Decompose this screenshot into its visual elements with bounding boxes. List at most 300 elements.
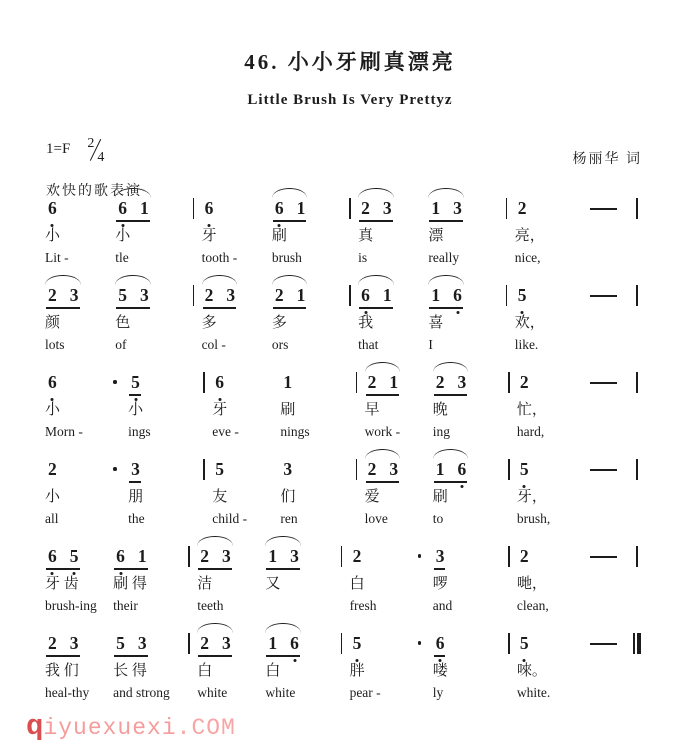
half-note-dash-cell [585,534,629,558]
dotted-rhythm-cell [113,447,128,471]
barline [188,633,190,654]
note-digit: 2 [352,546,362,566]
note-digit: 3 [140,285,149,305]
lyric-cn: 小 [45,402,61,418]
score [45,186,645,708]
lyric-en: nings [280,424,310,439]
note-digit: 1 [435,459,445,479]
lyric-cn: 早 [364,402,380,418]
beam-line [114,655,148,657]
barline-cell [334,534,350,567]
note-column [265,534,333,598]
note-group [45,285,82,305]
slur-arc [197,623,233,633]
beam-line [129,394,141,396]
note-group [365,372,402,392]
note-group [202,198,217,218]
note-column [433,360,501,440]
barline [356,459,358,480]
note-digit: 3 [435,546,445,566]
lyric-cn: 多 [201,315,217,331]
note-digit: 5 [520,459,529,479]
note-group [517,546,532,566]
lyric-cn: 小 [115,228,131,244]
slur-arc [365,362,401,372]
barline [636,198,638,219]
beam-line [46,307,80,309]
lyric-cn: 漂 [428,228,444,244]
watermark [26,710,236,743]
barline-cell [196,360,212,393]
watermark-lead: q [26,710,44,743]
slur-arc [358,275,394,285]
augmentation-dot [113,467,117,471]
note-digit: 5 [116,633,125,653]
note-column [280,447,348,527]
lyric-cn: 白 [349,576,365,592]
note-digit: 5 [215,459,225,479]
system-row [45,273,645,353]
note-group [202,285,239,305]
lyric-cn: 我 们 [45,663,79,679]
note-digit: 6 [205,198,214,218]
barline [508,372,510,393]
note-digit: 1 [389,372,399,392]
beam-line [116,307,150,309]
music-system [45,621,645,708]
beam-line [359,307,393,309]
lyric-cn: 真 [358,228,374,244]
note-column [115,273,185,353]
low-octave-dot [119,572,122,575]
half-note-dash-cell [585,621,629,645]
note-group [358,285,395,305]
lyric-cn: 牙 [212,402,228,418]
note-group [265,546,302,566]
note-group [197,546,234,566]
note-column [428,186,498,266]
note-digit: 2 [48,633,57,653]
note-digit: 3 [222,546,231,566]
note-digit: 6 [436,633,445,653]
note-column [197,621,265,701]
note-digit: 2 [517,198,527,218]
lyric-en: white. [516,685,551,700]
barline-cell [181,621,197,654]
watermark-suffix: .COM [176,715,236,741]
lyric-cn: 哋， [516,576,547,592]
beam-line [266,655,300,657]
lyric-cn: 爱 [364,489,380,505]
note-column [515,186,585,266]
barline-cell [349,360,365,393]
barline-cell [186,273,202,306]
barline [506,285,508,306]
lyric-en: work - [364,424,401,439]
barline-cell [629,534,645,567]
slur-arc [115,275,151,285]
half-note-dash-cell [585,447,629,471]
lyric-en: really [428,250,460,265]
note-digit: 1 [268,633,278,653]
note-column [350,621,418,701]
low-octave-dot [460,485,463,488]
lyric-cn: 欢， [514,315,545,331]
note-digit: 3 [457,372,467,392]
note-column [113,621,181,701]
note-column [280,360,348,440]
note-column [365,447,433,527]
note-digit: 3 [382,198,392,218]
lyric-en: heal-thy [45,685,90,700]
note-group [115,198,152,218]
lyric-cn: 亮， [514,228,545,244]
lyric-en: that [358,337,379,352]
note-digit: 2 [274,285,284,305]
note-digit: 2 [367,372,377,392]
dotted-rhythm-cell [418,534,433,558]
note-digit: 3 [283,459,293,479]
note-group [517,459,532,479]
note-digit: 1 [296,285,306,305]
low-octave-dot [456,311,459,314]
lyric-en: col - [201,337,226,352]
beam-line [366,394,400,396]
music-system [45,447,645,534]
low-octave-dot [439,659,442,662]
barline [203,372,205,393]
note-group [428,198,465,218]
note-digit: 2 [367,459,377,479]
key-and-time [46,136,142,170]
music-system [45,273,645,360]
slur-arc [272,188,308,198]
augmentation-dot [418,554,422,558]
note-digit: 3 [131,459,140,479]
note-group [45,546,82,566]
beam-line [434,394,468,396]
note-digit: 6 [290,633,299,653]
lyric-cn: 胖 [349,663,365,679]
lyric-cn: 牙 齿 [45,576,79,592]
note-column [517,447,585,527]
low-octave-dot [293,659,296,662]
slur-arc [265,536,301,546]
lyric-cn: 刷 [271,228,287,244]
note-digit: 2 [48,285,57,305]
lyric-en: of [115,337,127,352]
lyric-cn: 长 得 [113,663,147,679]
lyric-en: brush, [516,511,551,526]
lyric-cn: 牙， [516,489,547,505]
note-digit: 1 [431,285,441,305]
lyric-en: child - [212,511,248,526]
beam-line [114,568,148,570]
barline [636,546,638,567]
note-digit: 2 [519,546,529,566]
beam-line [198,568,232,570]
note-digit: 3 [137,633,147,653]
half-note-dash [590,556,617,558]
music-system [45,534,645,621]
note-digit: 6 [361,285,370,305]
barline [636,372,638,393]
music-system [45,186,645,273]
beam-line [203,307,237,309]
lyric-en: eve - [212,424,239,439]
beam-line [434,568,446,570]
note-digit: 2 [204,285,214,305]
note-column [45,621,113,701]
note-group [280,459,295,479]
lyric-cn: 啰 [432,576,448,592]
note-digit: 2 [200,546,210,566]
note-group [45,198,60,218]
slur-arc [358,188,394,198]
slur-arc [197,536,233,546]
key-signature: 1=F [46,141,71,157]
low-octave-dot [521,311,524,314]
barline-cell [342,186,358,219]
note-column [428,273,498,353]
lyric-cn: 多 [271,315,287,331]
barline-cell [342,273,358,306]
lyric-en: brush-ing [45,598,97,613]
half-note-dash [590,382,617,384]
note-digit: 3 [69,285,79,305]
note-group [113,633,150,653]
note-digit: 3 [222,633,231,653]
slur-arc [202,275,238,285]
note-group [433,546,448,566]
lyric-cn: 喜 [428,315,444,331]
note-group [517,633,532,653]
lyric-cn: 刷 得 [113,576,147,592]
note-digit: 6 [116,546,125,566]
barline [193,285,195,306]
lyric-cn: 刷 [280,402,296,418]
note-digit: 2 [361,198,370,218]
lyric-en: tooth - [201,250,238,265]
system-row [45,621,645,701]
note-digit: 6 [118,198,127,218]
note-digit: 1 [140,198,149,218]
slur-arc [115,188,151,198]
system-row [45,534,645,614]
note-group [265,633,302,653]
note-digit: 1 [283,372,293,392]
note-digit: 6 [48,198,57,218]
time-signature [84,136,110,170]
note-column [212,360,280,440]
note-digit: 3 [453,198,462,218]
note-group [350,633,365,653]
lyric-en: Morn - [45,424,83,439]
music-system [45,360,645,447]
lyric-en: Lit - [45,250,69,265]
barline-cell [334,621,350,654]
low-octave-dot [218,398,221,401]
note-column [365,360,433,440]
slur-arc [45,275,81,285]
barline [508,546,510,567]
barline-cell [501,621,517,654]
lyric-cn: 牙 [201,228,217,244]
lyric-en: ly [432,685,444,700]
beam-line [366,481,400,483]
note-column [128,447,196,527]
beam-line [129,481,141,483]
low-octave-dot [207,224,210,227]
beam-line [273,307,307,309]
note-group [128,459,143,479]
note-column [45,447,113,527]
lyric-en: to [432,511,444,526]
note-group [128,372,143,392]
note-digit: 6 [215,372,224,392]
note-digit: 6 [453,285,462,305]
note-group [212,459,227,479]
note-digit: 1 [296,198,306,218]
note-column [113,534,181,614]
barline [508,459,510,480]
lyric-en: love [364,511,388,526]
low-octave-dot [355,659,358,662]
note-group [197,633,234,653]
lyric-en: pear - [349,685,381,700]
lyric-en: I [428,337,433,352]
note-column [350,534,418,614]
lyric-en: tle [115,250,129,265]
note-digit: 2 [200,633,210,653]
note-digit: 6 [48,546,57,566]
watermark-body: iyuexuexi [43,715,177,741]
lyric-en: the [128,511,145,526]
note-column [128,360,196,440]
half-note-dash-cell [585,273,629,297]
lyric-cn: 小 [45,489,61,505]
time-signature-numerator: 2 [87,136,95,151]
augmentation-dot [113,380,117,384]
lyric-cn: 我 [358,315,374,331]
barline [508,633,510,654]
note-column [433,621,501,701]
lyric-en: lots [45,337,65,352]
low-octave-dot [51,572,54,575]
lyric-cn: 忙， [516,402,547,418]
lyric-cn: 白 [265,663,281,679]
note-digit: 5 [520,633,529,653]
note-column [45,534,113,614]
song-title: 46. 小小牙刷真漂亮 [244,50,456,74]
barline-cell [629,360,645,393]
note-digit: 1 [382,285,392,305]
lyricist-credit: 杨丽华 词 [572,152,642,167]
note-column [45,186,115,266]
beam-line [116,220,150,222]
note-column [45,273,115,353]
note-digit: 2 [435,372,445,392]
final-barline [633,633,641,654]
note-group [365,459,402,479]
note-column [202,273,272,353]
lyric-en: ors [271,337,289,352]
note-digit: 2 [48,459,57,479]
note-digit: 3 [389,459,399,479]
note-digit: 6 [48,372,57,392]
note-group [358,198,395,218]
slur-arc [433,362,469,372]
note-column [517,534,585,614]
lyric-cn: 唻。 [516,663,547,679]
song-title-english: Little Brush Is Very Prettyz [247,92,453,108]
note-digit: 2 [519,372,529,392]
barline [506,198,508,219]
note-digit: 5 [131,372,140,392]
note-group [433,633,448,653]
barline-cell [181,534,197,567]
half-note-dash [590,643,617,645]
lyric-en: fresh [349,598,377,613]
note-column [433,447,501,527]
beam-line [429,307,463,309]
lyric-en: all [45,511,59,526]
note-digit: 3 [226,285,236,305]
beam-line [359,220,393,222]
note-group [280,372,295,392]
lyric-cn: 小 [45,228,61,244]
half-note-dash-cell [585,186,629,210]
beam-line [266,568,300,570]
lyric-cn: 洁 [197,576,213,592]
low-octave-dot [523,485,526,488]
final-barline-cell [629,621,645,654]
barline-cell [629,186,645,219]
note-group [45,372,60,392]
barline-cell [501,534,517,567]
note-group [515,285,530,305]
barline [341,633,343,654]
lyric-cn: 们 [280,489,296,505]
lyric-en: ings [128,424,151,439]
half-note-dash [590,469,617,471]
note-digit: 5 [518,285,527,305]
note-group [113,546,150,566]
barline-cell [349,447,365,480]
barline [188,546,190,567]
barline [349,285,351,306]
note-column [197,534,265,614]
note-column [517,621,585,701]
note-group [350,546,365,566]
half-note-dash [590,295,617,297]
beam-line [273,220,307,222]
lyric-cn: 朋 [128,489,144,505]
lyric-en: hard, [516,424,545,439]
low-octave-dot [278,224,281,227]
system-row [45,447,645,527]
note-group [212,372,227,392]
note-group [433,372,470,392]
tempo-text: 欢快的歌表演 [46,184,142,199]
slur-arc [428,275,464,285]
slur-arc [428,188,464,198]
note-column [265,621,333,701]
barline-cell [501,360,517,393]
beam-line [198,655,232,657]
barline-cell [499,186,515,219]
note-group [428,285,465,305]
